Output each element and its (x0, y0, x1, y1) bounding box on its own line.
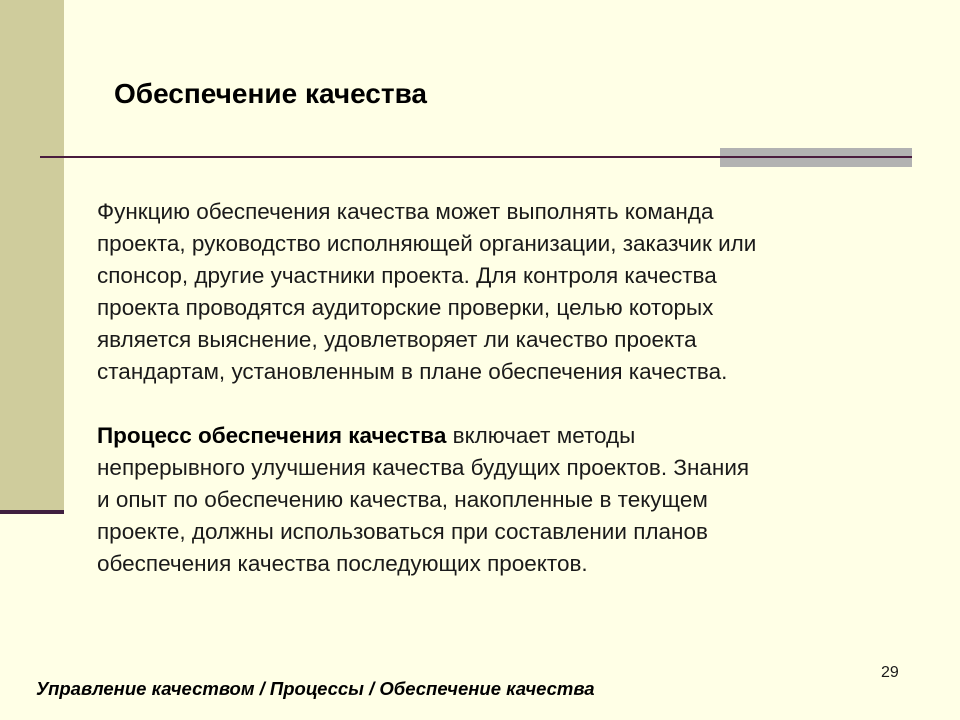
paragraph-line: проекта проводятся аудиторские проверки, целью которых (97, 295, 714, 320)
paragraph-quality-assurance-roles (97, 196, 897, 388)
title-divider-accent-line (720, 156, 912, 158)
paragraph-line-rest: включает методы (446, 423, 636, 448)
paragraph-line (97, 420, 897, 452)
paragraph-line: и опыт по обеспечению качества, накопленные в текущем (97, 487, 708, 512)
paragraph-line: Функцию обеспечения качества может выполнять команда (97, 199, 714, 224)
paragraph-quality-assurance-process (97, 420, 897, 580)
paragraph-line: проекта, руководство исполняющей организации, заказчик или (97, 231, 757, 256)
left-band-rule (0, 510, 64, 514)
paragraph-line: является выяснение, удовлетворяет ли качество проекта (97, 327, 697, 352)
term-quality-assurance-process: Процесс обеспечения качества (97, 423, 447, 448)
paragraph-line: проекте, должны использоваться при составлении планов (97, 519, 708, 544)
paragraph-line: обеспечения качества последующих проектов. (97, 551, 588, 576)
left-decorative-band (0, 0, 64, 512)
paragraph-line: стандартам, установленным в плане обеспечения качества. (97, 359, 728, 384)
paragraph-line: непрерывного улучшения качества будущих проектов. Знания (97, 455, 750, 480)
footer-breadcrumb: Управление качеством / Процессы / Обеспечение качества (36, 678, 595, 699)
slide-title: Обеспечение качества (114, 78, 427, 109)
paragraph-line: спонсор, другие участники проекта. Для контроля качества (97, 263, 717, 288)
page-number: 29 (881, 664, 899, 681)
